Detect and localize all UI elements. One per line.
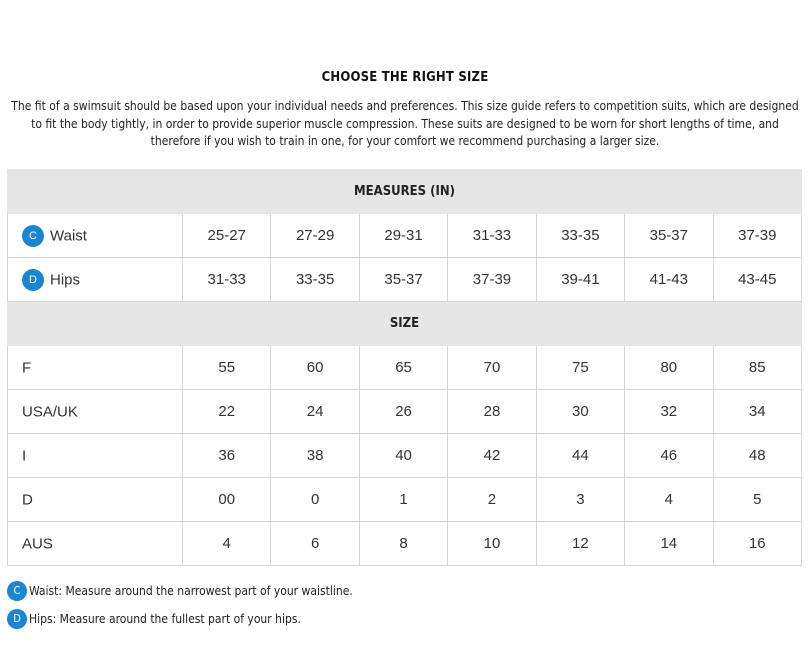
- table-cell: 00: [183, 478, 271, 522]
- measurement-notes: [7, 580, 802, 636]
- row-label: [8, 434, 183, 478]
- table-row: [8, 390, 802, 434]
- row-label-text: F: [22, 359, 32, 377]
- note-badge-icon: C: [7, 581, 27, 601]
- table-cell: 35-37: [625, 214, 713, 258]
- table-cell: 26: [359, 390, 447, 434]
- table-cell: 32: [625, 390, 713, 434]
- table-row: [8, 346, 802, 390]
- table-cell: 44: [536, 434, 624, 478]
- table-row: [8, 258, 802, 302]
- table-cell: 38: [271, 434, 359, 478]
- table-cell: 24: [271, 390, 359, 434]
- table-cell: 4: [625, 478, 713, 522]
- table-cell: 31-33: [448, 214, 536, 258]
- table-cell: 37-39: [713, 214, 801, 258]
- table-cell: 16: [713, 522, 801, 566]
- table-cell: 33-35: [271, 258, 359, 302]
- row-label-text: AUS: [22, 535, 53, 553]
- table-row: [8, 214, 802, 258]
- row-label: [8, 258, 183, 302]
- table-row: [8, 522, 802, 566]
- table-cell: 5: [713, 478, 801, 522]
- table-cell: 55: [183, 346, 271, 390]
- table-cell: 30: [536, 390, 624, 434]
- table-cell: 8: [359, 522, 447, 566]
- table-cell: 22: [183, 390, 271, 434]
- table-cell: 3: [536, 478, 624, 522]
- size-heading-label: SIZE: [8, 302, 802, 346]
- table-row: [8, 478, 802, 522]
- row-label: [8, 214, 183, 258]
- note-item: [7, 580, 802, 602]
- measures-heading: [8, 170, 802, 214]
- table-cell: 10: [448, 522, 536, 566]
- table-cell: 65: [359, 346, 447, 390]
- note-text: Waist: Measure around the narrowest part of your waistline.: [29, 584, 353, 598]
- table-cell: 33-35: [536, 214, 624, 258]
- table-cell: 28: [448, 390, 536, 434]
- table-cell: 0: [271, 478, 359, 522]
- table-cell: 12: [536, 522, 624, 566]
- page-title: CHOOSE THE RIGHT SIZE: [321, 70, 489, 85]
- table-cell: 6: [271, 522, 359, 566]
- table-cell: 37-39: [448, 258, 536, 302]
- table-cell: 4: [183, 522, 271, 566]
- table-cell: 39-41: [536, 258, 624, 302]
- measure-badge-icon: D: [22, 269, 44, 291]
- row-label: [8, 346, 183, 390]
- table-cell: 2: [448, 478, 536, 522]
- row-label-text: D: [22, 491, 33, 509]
- table-cell: 42: [448, 434, 536, 478]
- table-cell: 36: [183, 434, 271, 478]
- table-cell: 14: [625, 522, 713, 566]
- measure-badge-icon: C: [22, 225, 44, 247]
- row-label-text: Hips: [50, 271, 81, 288]
- table-cell: 31-33: [183, 258, 271, 302]
- table-cell: 40: [359, 434, 447, 478]
- note-text: Hips: Measure around the fullest part of your hips.: [29, 612, 301, 626]
- table-cell: 75: [536, 346, 624, 390]
- table-cell: 60: [271, 346, 359, 390]
- size-heading: [8, 302, 802, 346]
- table-cell: 34: [713, 390, 801, 434]
- table-cell: 48: [713, 434, 801, 478]
- table-cell: 70: [448, 346, 536, 390]
- measures-heading-label: MEASURES (IN): [8, 170, 802, 214]
- intro-paragraph: The fit of a swimsuit should be based upon your individual needs and preferences. This size guide refers to competition suits, which are designed to fit the body tightly, in order to provide superior muscle compression. These suits are designed to be worn for short lengths of time, and therefore if you wish to train in one, for your comfort we recommend purchasing a larger size.: [11, 99, 799, 148]
- table-cell: 80: [625, 346, 713, 390]
- row-label-text: Waist: [50, 227, 87, 244]
- table-cell: 29-31: [359, 214, 447, 258]
- table-cell: 85: [713, 346, 801, 390]
- table-cell: 41-43: [625, 258, 713, 302]
- table-cell: 25-27: [183, 214, 271, 258]
- note-item: [7, 608, 802, 630]
- size-table: [7, 169, 802, 566]
- table-cell: 46: [625, 434, 713, 478]
- row-label: [8, 390, 183, 434]
- table-cell: 35-37: [359, 258, 447, 302]
- table-cell: 43-45: [713, 258, 801, 302]
- row-label: [8, 522, 183, 566]
- table-cell: 27-29: [271, 214, 359, 258]
- row-label-text: I: [22, 447, 27, 465]
- row-label: [8, 478, 183, 522]
- table-row: [8, 434, 802, 478]
- table-cell: 1: [359, 478, 447, 522]
- row-label-text: USA/UK: [22, 403, 78, 421]
- note-badge-icon: D: [7, 609, 27, 629]
